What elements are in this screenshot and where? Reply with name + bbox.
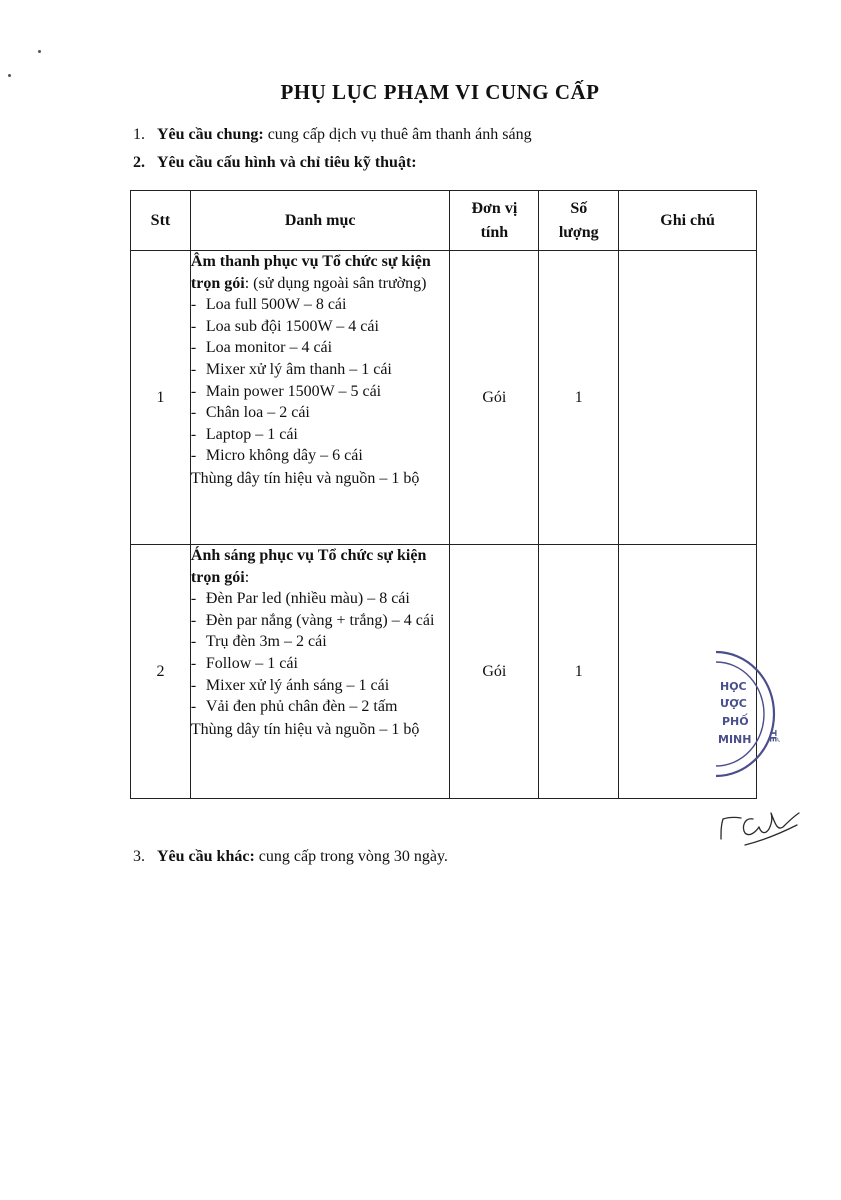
cell-stt: 2 xyxy=(131,545,191,799)
header-stt: Stt xyxy=(131,191,191,251)
cell-note xyxy=(619,251,757,545)
table-header-row xyxy=(131,191,757,251)
cell-qty: 1 xyxy=(539,251,619,545)
header-qty-line1: Số xyxy=(570,199,588,217)
list-item: - Mixer xử lý ánh sáng – 1 cái xyxy=(191,675,450,697)
item-title: Âm thanh phục vụ Tổ chức sự kiện trọn gói xyxy=(190,253,431,292)
page-title: PHỤ LỤC PHẠM VI CUNG CẤP xyxy=(280,80,600,104)
scan-speck xyxy=(8,74,11,77)
seal-text-line3: PHỐ xyxy=(722,715,749,728)
requirement-number: 1. xyxy=(133,126,145,143)
requirement-text: cung cấp trong vòng 30 ngày. xyxy=(254,848,448,865)
item-subtitle: : xyxy=(244,568,250,586)
header-unit-line2: tính xyxy=(480,223,509,241)
requirement-label: Yêu cầu cấu hình và chỉ tiêu kỹ thuật: xyxy=(157,154,417,171)
seal-text-line1: HỌC xyxy=(720,680,747,693)
list-item: - Laptop – 1 cái xyxy=(191,424,450,446)
handwritten-signature xyxy=(715,805,805,850)
scan-speck xyxy=(38,50,41,53)
cell-unit: Gói xyxy=(450,545,539,799)
seal-text-line4: MINH xyxy=(718,733,752,746)
table-row xyxy=(131,545,757,799)
specification-table xyxy=(130,190,757,799)
cell-stt: 1 xyxy=(131,251,191,545)
list-item: - Main power 1500W – 5 cái xyxy=(191,381,450,403)
requirement-label: Yêu cầu chung: xyxy=(157,126,264,143)
cell-unit: Gói xyxy=(450,251,539,545)
item-heading xyxy=(191,251,450,294)
list-item: - Loa sub đội 1500W – 4 cái xyxy=(191,316,450,338)
seal-text-side: TẾ xyxy=(767,730,777,743)
requirement-text: cung cấp dịch vụ thuê âm thanh ánh sáng xyxy=(263,126,532,143)
item-tail: Thùng dây tín hiệu và nguồn – 1 bộ xyxy=(190,469,420,487)
list-item: - Mixer xử lý âm thanh – 1 cái xyxy=(191,359,450,381)
item-heading xyxy=(191,545,450,588)
header-qty-line2: lượng xyxy=(558,223,599,241)
requirement-label: Yêu cầu khác: xyxy=(157,848,255,865)
requirement-other xyxy=(133,848,448,866)
list-item: - Đèn Par led (nhiều màu) – 8 cái xyxy=(191,588,450,610)
table-row xyxy=(131,251,757,545)
requirement-general xyxy=(133,126,532,144)
item-subtitle: : (sử dụng ngoài sân trường) xyxy=(244,274,427,292)
seal-text-line2: ƯỢC xyxy=(720,697,747,710)
header-unit xyxy=(450,191,539,251)
list-item: - Trụ đèn 3m – 2 cái xyxy=(191,631,450,653)
list-item: - Vải đen phủ chân đèn – 2 tấm xyxy=(191,696,450,718)
header-qty xyxy=(539,191,619,251)
cell-qty: 1 xyxy=(539,545,619,799)
header-item: Danh mục xyxy=(190,191,450,251)
list-item: - Loa full 500W – 8 cái xyxy=(191,294,450,316)
header-unit-line1: Đơn vị xyxy=(471,199,518,217)
item-list xyxy=(191,588,450,718)
requirement-number: 2. xyxy=(133,154,145,171)
cell-item xyxy=(190,545,450,799)
list-item: - Follow – 1 cái xyxy=(191,653,450,675)
list-item: - Loa monitor – 4 cái xyxy=(191,337,450,359)
item-list xyxy=(191,294,450,467)
requirement-number: 3. xyxy=(133,848,145,865)
list-item: - Micro không dây – 6 cái xyxy=(191,445,450,467)
seal-stamp xyxy=(700,640,800,790)
item-tail: Thùng dây tín hiệu và nguồn – 1 bộ xyxy=(190,720,420,738)
header-note: Ghi chú xyxy=(619,191,757,251)
cell-item xyxy=(190,251,450,545)
item-title: Ánh sáng phục vụ Tổ chức sự kiện trọn gói xyxy=(190,547,427,586)
list-item: - Chân loa – 2 cái xyxy=(191,402,450,424)
list-item: - Đèn par nắng (vàng + trắng) – 4 cái xyxy=(191,610,450,632)
requirement-technical xyxy=(133,154,417,172)
